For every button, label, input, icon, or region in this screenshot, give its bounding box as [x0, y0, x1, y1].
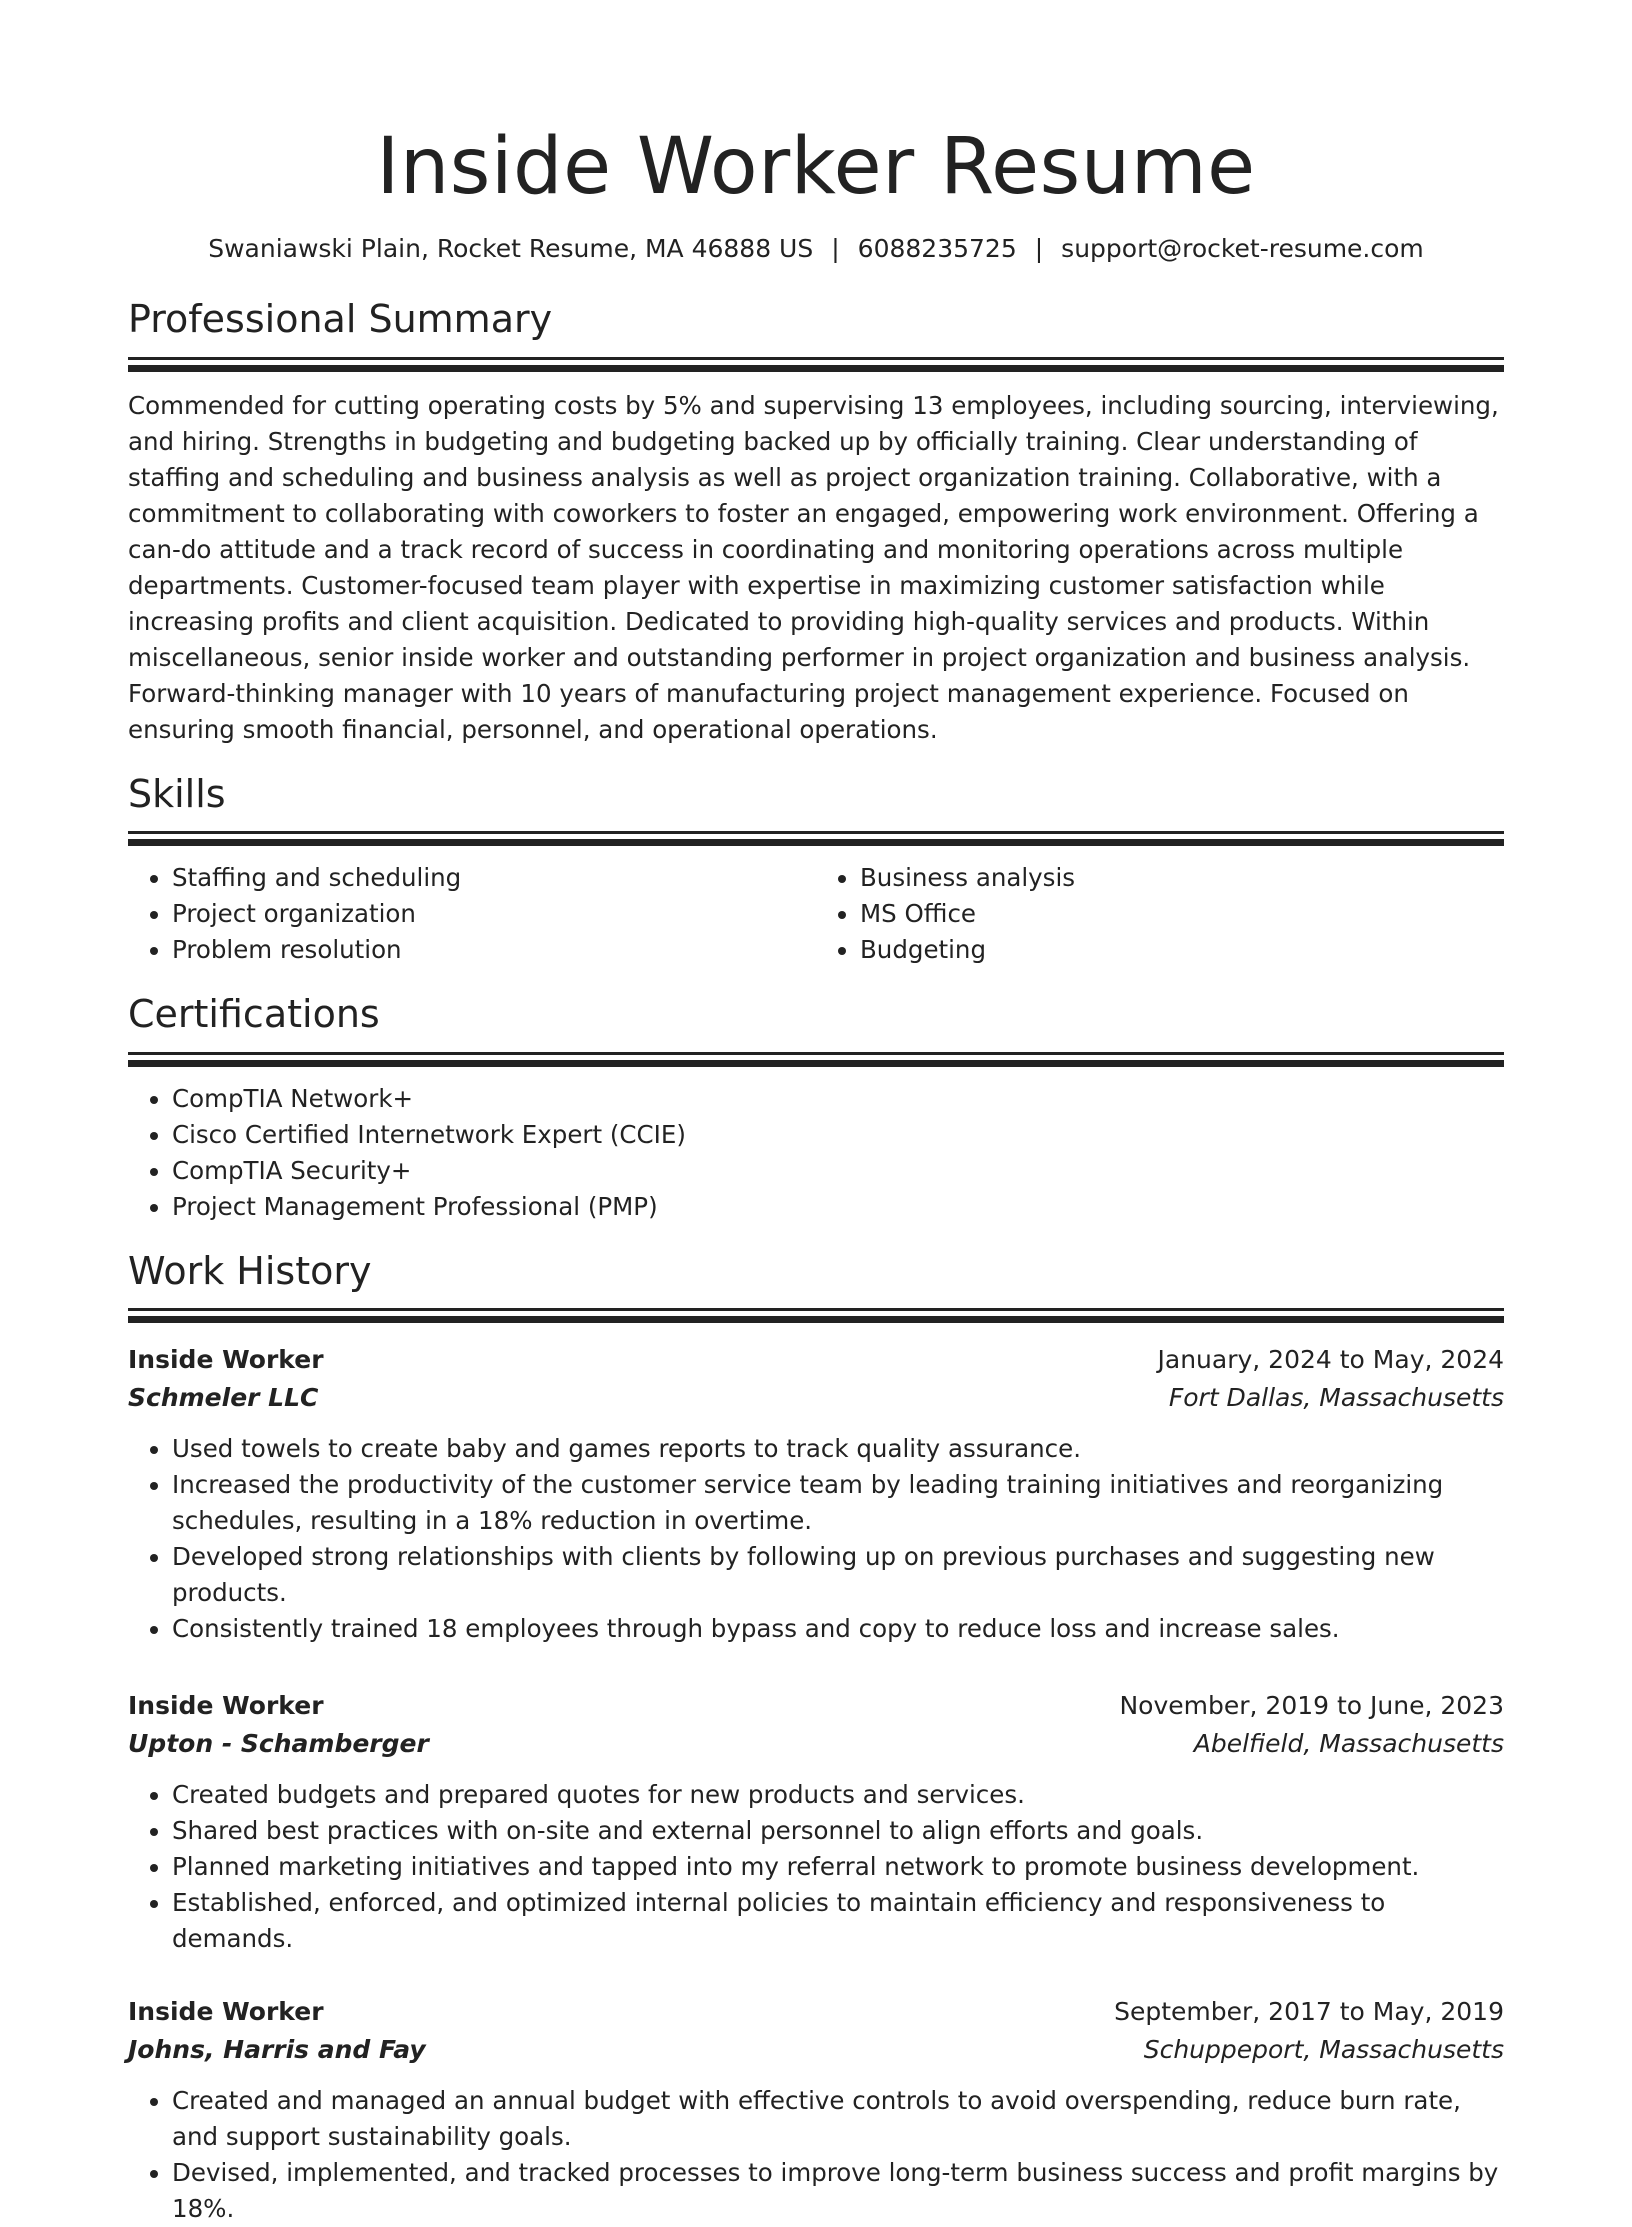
section-heading-work-history: Work History	[128, 1248, 372, 1293]
job-dates: November, 2019 to June, 2023	[1119, 1691, 1504, 1721]
summary-section	[128, 297, 1504, 748]
job-subheader-row	[128, 1379, 1504, 1417]
job-entry	[128, 1687, 1504, 1957]
skill-item: • Project organization	[172, 896, 816, 932]
job-bullet: • Increased the productivity of the customer service team by leading training initiatives and reorganizing schedules, resulting in a 18% reduction in overtime.	[172, 1467, 1504, 1539]
section-divider-thick	[128, 839, 1504, 846]
job-company: Schmeler LLC	[128, 1383, 319, 1413]
section-heading-certifications: Certifications	[128, 992, 380, 1037]
skills-list-left	[128, 860, 816, 968]
job-title: Inside Worker	[128, 1345, 324, 1375]
job-bullets	[128, 1777, 1504, 1957]
job-location: Abelfield, Massachusetts	[1193, 1729, 1504, 1759]
skill-item: • Budgeting	[860, 932, 1504, 968]
section-heading-summary: Professional Summary	[128, 297, 553, 341]
job-bullet: • Established, enforced, and optimized internal policies to maintain efficiency and responsiveness to demands.	[172, 1885, 1504, 1957]
section-heading-skills: Skills	[128, 771, 226, 816]
summary-text: Commended for cutting operating costs by 5% and supervising 13 employees, including sourcing, interviewing, and hiring. Strengths in budgeting and budgeting backed up by officially training. Clear understanding of staffing and scheduling and business analysis as well as project organization training. Collaborative, with a commitment to collaborating with coworkers to foster an engaged, empowering work environment. Offering a can-do attitude and a track record of success in coordinating and monitoring operations across multiple departments. Customer-focused team player with expertise in maximizing customer satisfaction while increasing profits and client acquisition. Dedicated to providing high-quality services and products. Within miscellaneous, senior inside worker and outstanding performer in project organization and business analysis. Forward-thinking manager with 10 years of manufacturing project management experience. Focused on ensuring smooth financial, personnel, and operational operations.	[128, 390, 1499, 744]
job-bullet: • Created budgets and prepared quotes for new products and services.	[172, 1777, 1504, 1813]
job-bullet: • Used towels to create baby and games reports to track quality assurance.	[172, 1431, 1504, 1467]
contact-line	[128, 234, 1504, 263]
job-entry	[128, 1341, 1504, 1647]
resume-page	[128, 0, 1504, 2227]
job-header-row	[128, 1993, 1504, 2031]
section-divider-thick	[128, 1316, 1504, 1323]
certifications-list	[128, 1081, 1504, 1225]
section-divider	[128, 1052, 1504, 1055]
job-bullet: • Consistently trained 18 employees through bypass and copy to reduce loss and increase sales.	[172, 1611, 1504, 1647]
page-title: Inside Worker Resume	[376, 122, 1256, 212]
section-divider	[128, 831, 1504, 834]
job-entry	[128, 1993, 1504, 2227]
job-title: Inside Worker	[128, 1997, 324, 2027]
contact-email[interactable]: support@rocket-resume.com	[1061, 234, 1424, 263]
job-subheader-row	[128, 1725, 1504, 1763]
job-subheader-row	[128, 2031, 1504, 2069]
skill-item: • Problem resolution	[172, 932, 816, 968]
job-title: Inside Worker	[128, 1691, 324, 1721]
job-bullet: • Shared best practices with on-site and external personnel to align efforts and goals.	[172, 1813, 1504, 1849]
job-company: Johns, Harris and Fay	[128, 2035, 426, 2065]
skill-item: • Business analysis	[860, 860, 1504, 896]
job-dates: September, 2017 to May, 2019	[1114, 1997, 1504, 2027]
skills-section	[128, 772, 1504, 969]
job-bullet: • Planned marketing initiatives and tapped into my referral network to promote business development.	[172, 1849, 1504, 1885]
job-bullets	[128, 2083, 1504, 2227]
job-bullet: • Devised, implemented, and tracked processes to improve long-term business success and profit margins by 18%.	[172, 2155, 1504, 2227]
job-header-row	[128, 1687, 1504, 1725]
certification-item: • Cisco Certified Internetwork Expert (CCIE)	[172, 1117, 1504, 1153]
skill-item: • MS Office	[860, 896, 1504, 932]
work-history-section	[128, 1249, 1504, 2227]
job-location: Fort Dallas, Massachusetts	[1168, 1383, 1504, 1413]
job-bullet: • Developed strong relationships with clients by following up on previous purchases and suggesting new products.	[172, 1539, 1504, 1611]
skill-item: • Staffing and scheduling	[172, 860, 816, 896]
job-location: Schuppeport, Massachusetts	[1143, 2035, 1504, 2065]
section-divider	[128, 357, 1504, 360]
contact-separator: |	[1034, 234, 1044, 263]
skills-grid	[128, 860, 1504, 968]
section-divider	[128, 1308, 1504, 1311]
job-header-row	[128, 1341, 1504, 1379]
contact-address: Swaniawski Plain, Rocket Resume, MA 46888 US	[208, 234, 814, 263]
job-company: Upton - Schamberger	[128, 1729, 429, 1759]
certification-item: • CompTIA Security+	[172, 1153, 1504, 1189]
certifications-section	[128, 992, 1504, 1225]
skills-list-right	[816, 860, 1504, 968]
job-bullet: • Created and managed an annual budget with effective controls to avoid overspending, reduce burn rate, and support sustainability goals.	[172, 2083, 1504, 2155]
section-divider-thick	[128, 1060, 1504, 1067]
contact-separator: |	[831, 234, 840, 263]
certification-item: • CompTIA Network+	[172, 1081, 1504, 1117]
section-divider-thick	[128, 365, 1504, 372]
certification-item: • Project Management Professional (PMP)	[172, 1189, 1504, 1225]
contact-phone: 6088235725	[857, 234, 1017, 263]
job-dates: January, 2024 to May, 2024	[1157, 1345, 1504, 1375]
job-bullets	[128, 1431, 1504, 1647]
